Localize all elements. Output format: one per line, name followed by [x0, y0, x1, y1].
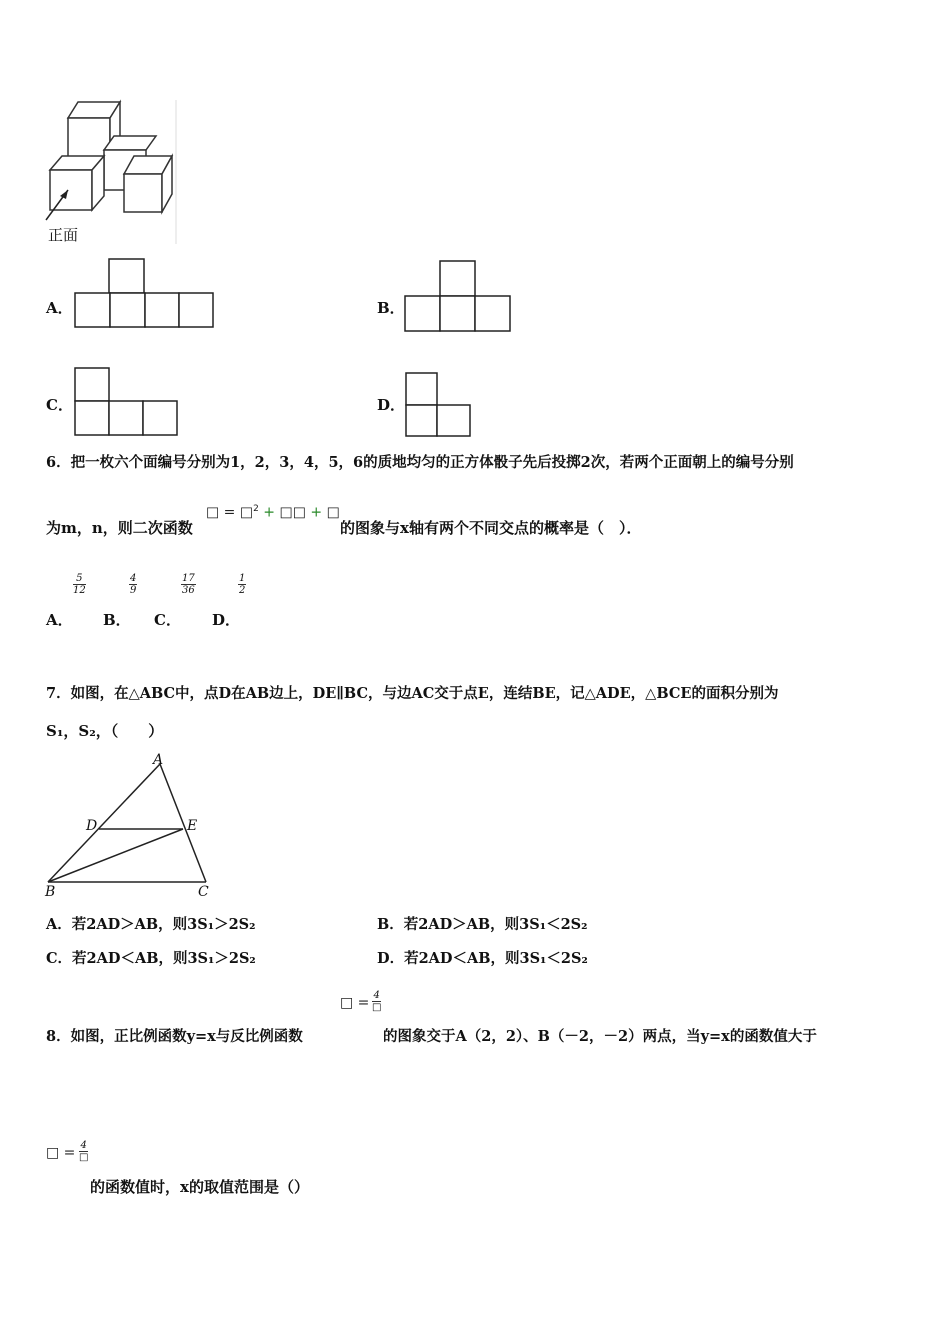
q8-text-line2: 的函数值时，x的取值范围是（）: [90, 1178, 309, 1196]
q8-eq-top-num: 4: [373, 990, 380, 1001]
q8-text-line1-post: 的图象交于A（2，2）、B（－2，－2）两点，当y=x的函数值大于: [383, 1028, 817, 1045]
q6-eq-exp: 2: [253, 504, 259, 514]
q6-fraction-a-den: 12: [73, 585, 86, 596]
q6-option-d: D．: [212, 611, 241, 629]
q8-eq-top-den: □: [372, 1002, 382, 1013]
q6-fraction-d-num: 1: [239, 573, 246, 584]
q6-fraction-b-num: 4: [130, 573, 137, 584]
q6-fraction-a-num: 5: [73, 573, 86, 585]
q6-fraction-c: [181, 573, 196, 596]
q6-eq-plus2: +: [310, 504, 323, 521]
q7-option-d: D．若2AD＜AB，则3S₁＜2S₂: [377, 950, 588, 967]
q6-eq-lhs: □ = □: [206, 504, 254, 521]
q5-option-b-figure: [404, 260, 512, 332]
q6-equation: [206, 504, 340, 521]
q8-eq-bottom-num: 4: [80, 1140, 87, 1151]
point-e-label: E: [187, 818, 198, 834]
q5-option-d-figure: [405, 372, 473, 438]
q5-option-d-label: D．: [377, 396, 406, 414]
q5-option-b-label: B．: [377, 299, 405, 317]
q6-fraction-d: [238, 573, 246, 596]
point-d-label: D: [86, 818, 98, 834]
q8-equation-top-lhs: □ =: [340, 995, 370, 1011]
q8-eq-bottom-den: □: [79, 1152, 89, 1163]
q6-text-line2-pre: 为m，n，则二次函数: [46, 519, 193, 537]
q6-fraction-d-den: 2: [239, 585, 246, 596]
q6-option-a: A．: [46, 611, 73, 629]
q6-option-b: B．: [103, 611, 131, 629]
q6-fraction-a: [73, 573, 86, 596]
q6-option-c: C．: [154, 611, 181, 629]
q6-fraction-b-den: 9: [130, 585, 137, 596]
q6-eq-plus1: +: [263, 504, 276, 521]
q6-eq-rhs: □: [326, 504, 340, 521]
point-c-label: C: [198, 884, 209, 900]
q8-equation-bottom-frac: [79, 1140, 88, 1163]
q5-option-a-label: A．: [46, 299, 73, 317]
q6-eq-mid: □□: [279, 504, 306, 521]
q8-equation-top-frac: [372, 990, 381, 1013]
q8-text-line1-pre: 8．如图，正比例函数y=x与反比例函数: [46, 1028, 303, 1045]
q6-fraction-c-den: 36: [182, 585, 195, 596]
q6-fraction-c-num: 17: [182, 573, 195, 584]
q8-equation-bottom-lhs: □ =: [46, 1145, 76, 1161]
q6-text-line1: 6．把一枚六个面编号分别为1，2，3，4，5，6的质地均匀的正方体骰子先后投掷2次，若两个正面朝上的编号分别: [46, 454, 794, 471]
q5-option-c-figure: [74, 367, 180, 437]
q7-option-a: A．若2AD＞AB，则3S₁＞2S₂: [46, 916, 256, 933]
q6-text-line2-post: 的图象与x轴有两个不同交点的概率是（ ）．: [340, 519, 642, 537]
q7-text-line1: 7．如图，在△ABC中，点D在AB边上，DE∥BC，与边AC交于点E，连结BE，记△ADE，△BCE的面积分别为: [46, 685, 779, 702]
q6-fraction-b: [129, 573, 137, 596]
q7-text-line2: S₁，S₂，（ ）: [46, 722, 164, 740]
point-b-label: B: [45, 884, 56, 900]
q7-option-c: C．若2AD＜AB，则3S₁＞2S₂: [46, 950, 256, 967]
q5-option-c-label: C．: [46, 396, 73, 414]
q7-option-b: B．若2AD＞AB，则3S₁＜2S₂: [377, 916, 588, 933]
q5-option-a-figure: [74, 258, 214, 328]
front-view-label: 正面: [48, 226, 79, 244]
point-a-label: A: [153, 752, 164, 768]
